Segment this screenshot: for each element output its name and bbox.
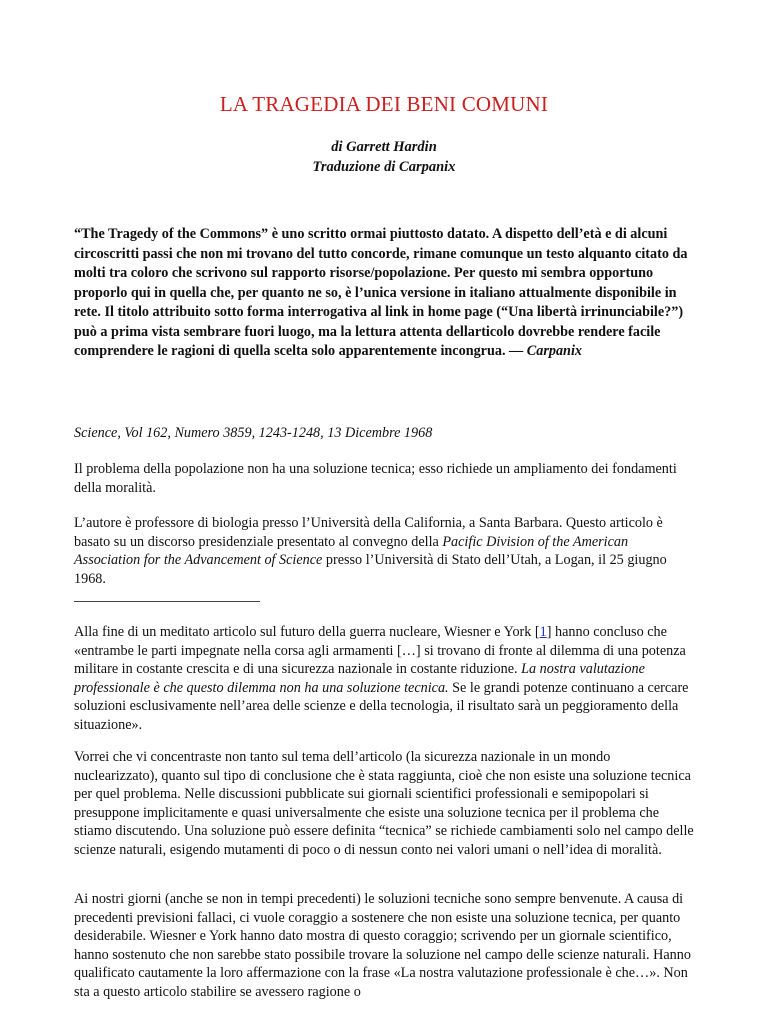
paragraph-1-text: Alla fine di un meditato articolo sul futuro della guerra nucleare, Wiesner e York [: [74, 624, 540, 640]
document-title: LA TRAGEDIA DEI BENI COMUNI: [219, 92, 549, 116]
byline: [0, 137, 768, 177]
paragraph-1: [74, 623, 696, 735]
paragraph-1-quote-italic: La nostra valutazione professionale è che questo dilemma non ha una soluzione tecnica.: [74, 661, 645, 696]
author-note-text-end: presso l’Università di Stato dell’Utah, a Logan, il 25 giugno 1968.: [74, 552, 667, 587]
author-line: di Garrett Hardin: [331, 139, 437, 155]
paragraph-2: Vorrei che vi concentraste non tanto sul tema dell’articolo (la sicurezza nazionale in un mondo nuclearizzato), quanto sul tipo di conclusione che è stata raggiunta, cioè che non esiste una soluzione tecnica per quel problema. Nelle discussioni pubblicate sui giornali scientifici professionali e semipopolari si presuppone implicitamente e quasi universalmente che esiste una soluzione tecnica per il problema che stiamo discutendo. Una soluzione può essere definita “tecnica” se richiede cambiamenti solo nel campo delle scienze naturali, esigendo mutamenti di poco o di nessun conto nei valori umani o nell’idea di moralità.: [74, 749, 694, 858]
translator-line: Traduzione di Carpanix: [312, 159, 456, 175]
paragraph-1-text-mid: ] hanno concluso che «entrambe le parti impegnate nella corsa agli armamenti […] si trovano di fronte al dilemma di una potenza militare in costante crescita e di una sicurezza nazionale in costante riduzione.: [74, 624, 686, 678]
footnote-link[interactable]: 1: [539, 624, 547, 640]
author-note: [74, 514, 696, 588]
author-note-italic: Pacific Division of the American Association for the Advancement of Science: [74, 533, 629, 569]
author-note-text: L’autore è professore di biologia presso l’Università della California, a Santa Barbara. Questo articolo è basato su un discorso presidenziale presentato al convegno della: [74, 515, 663, 550]
citation: Science, Vol 162, Numero 3859, 1243-1248, 13 Dicembre 1968: [74, 425, 433, 441]
intro-signature: Carpanix: [526, 343, 582, 359]
intro-text: “The Tragedy of the Commons” è uno scritto ormai piuttosto datato. A dispetto dell’età e di alcuni circoscritti passi che non mi trovano del tutto concorde, rimane comunque un testo alquanto citato da molti tra coloro che scrivono sul rapporto risorse/popolazione. Per questo mi sembra opportuno proporlo qui in quella che, per quanto ne so, è l’unica versione in italiano attualmente disponibile in rete. Il titolo attribuito sotto forma interrogativa al link in home page (“Una libertà irrinunciabile?”) può a prima vista sembrare fuori luogo, ma la lettura attenta dellarticolo dovrebbe rendere facile comprendere le ragioni di quella scelta solo apparentemente incongrua. —: [74, 226, 688, 359]
translator-intro: [74, 225, 696, 362]
paragraph-1-text-end: Se le grandi potenze continuano a cercare soluzioni esclusivamente nell’area delle scienze e della tecnologia, il risultato sarà un peggioramento della situazione».: [74, 679, 689, 733]
summary-paragraph: Il problema della popolazione non ha una soluzione tecnica; esso richiede un ampliamento dei fondamenti della moralità.: [74, 461, 677, 496]
divider: [74, 601, 260, 602]
paragraph-3: Ai nostri giorni (anche se non in tempi precedenti) le soluzioni tecniche sono sempre benvenute. A causa di precedenti previsioni fallaci, ci vuole coraggio a sostenere che non esiste una soluzione tecnica, per quanto desiderabile. Wiesner e York hanno dato mostra di questo coraggio; scrivendo per un giornale scientifico, hanno sostenuto che non sarebbe stato possibile trovare la soluzione nel campo delle scienze naturali. Hanno qualificato cautamente la loro affermazione con la frase «La nostra valutazione professionale è che…». Non sta a questo articolo stabilire se avessero ragione o: [74, 891, 691, 1000]
